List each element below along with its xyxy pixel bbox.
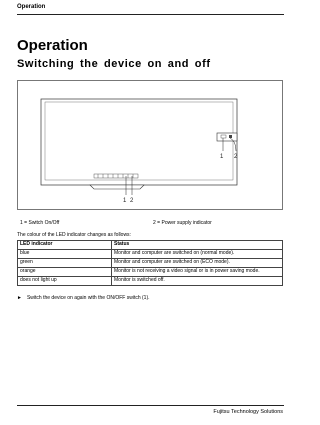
- led-cell: does not light up: [18, 277, 112, 286]
- power-switch-detail: [221, 135, 226, 138]
- instruction-note: [17, 295, 150, 301]
- monitor-illustration: [18, 81, 284, 211]
- table-row: [18, 268, 283, 277]
- status-cell: Monitor is switched off.: [112, 277, 283, 286]
- intro-text: The colour of the LED indicator changes as follows:: [17, 232, 131, 238]
- instruction-text: Switch the device on again with the ON/OFF switch (1).: [26, 295, 150, 301]
- callout-label-1-bottom: 1: [123, 198, 127, 204]
- column-header-status: Status: [112, 241, 283, 250]
- arrow-bullet-icon: ►: [17, 295, 22, 301]
- callout-label-2-bottom: 2: [130, 198, 134, 204]
- led-cell: green: [18, 259, 112, 268]
- switch-detail-box: [217, 133, 237, 141]
- table-row: [18, 277, 283, 286]
- power-indicator-detail: [229, 135, 232, 138]
- table-header-row: [18, 241, 283, 250]
- callout-label-2-top: 2: [234, 154, 238, 160]
- monitor-screen: [45, 102, 233, 180]
- section-heading: Switching the device on and off: [17, 58, 211, 70]
- footer-company: Fujitsu Technology Solutions: [213, 409, 283, 415]
- status-cell: Monitor and computer are switched on (ECO mode).: [112, 259, 283, 268]
- status-cell: Monitor and computer are switched on (normal mode).: [112, 250, 283, 259]
- monitor-stand: [90, 185, 144, 189]
- column-header-led: LED indicator: [18, 241, 112, 250]
- footer-rule: [17, 405, 284, 406]
- header-rule: [17, 14, 284, 15]
- led-status-table: [17, 240, 283, 286]
- control-panel: [94, 174, 138, 178]
- callout-label-1-top: 1: [220, 154, 224, 160]
- led-cell: blue: [18, 250, 112, 259]
- status-cell: Monitor is not receiving a video signal or is in power saving mode.: [112, 268, 283, 277]
- led-cell: orange: [18, 268, 112, 277]
- table-row: [18, 259, 283, 268]
- monitor-frame: [41, 99, 237, 185]
- legend-item-switch: 1 = Switch On/Off: [20, 220, 60, 226]
- table-row: [18, 250, 283, 259]
- monitor-figure: [17, 80, 283, 210]
- page-title: Operation: [17, 37, 88, 54]
- legend-item-indicator: 2 = Power supply indicator: [153, 220, 212, 226]
- running-header: Operation: [17, 4, 46, 10]
